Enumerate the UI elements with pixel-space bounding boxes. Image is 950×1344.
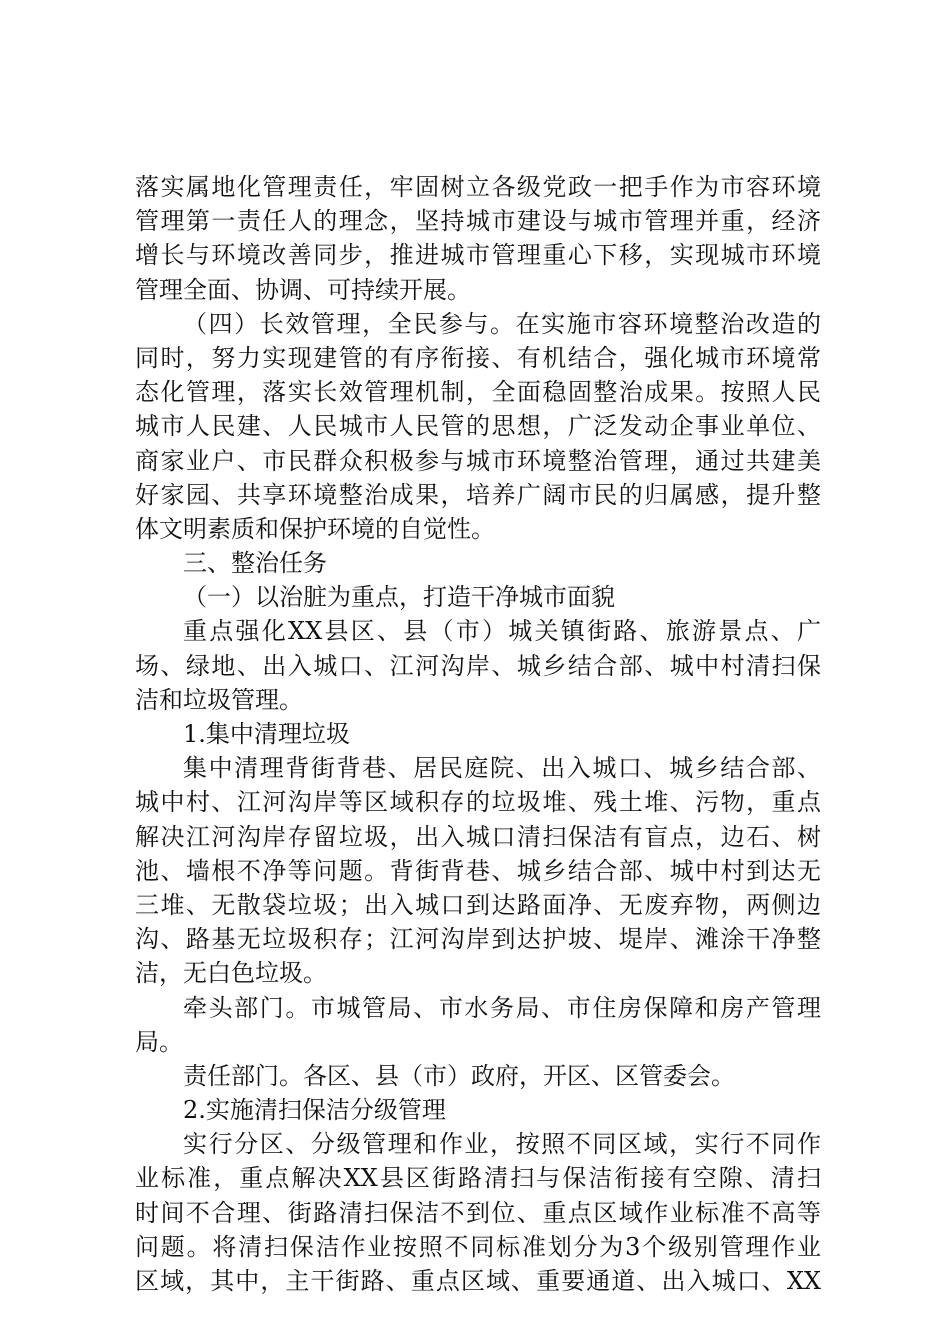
text-line: 好家园、共享环境整治成果，培养广阔市民的归属感，提升整 bbox=[135, 480, 821, 509]
text-line: 实行分区、分级管理和作业，按照不同区域，实行不同作 bbox=[183, 1130, 821, 1159]
text-line: 局。 bbox=[135, 1027, 183, 1056]
text-line: 时间不合理、街路清扫保洁不到位、重点区域作业标准不高等 bbox=[135, 1198, 821, 1227]
text-line: 三堆、无散袋垃圾；出入城口到达路面净、无废弃物，两侧边 bbox=[135, 890, 821, 919]
text-line: （四）长效管理，全民参与。在实施市容环境整治改造的 bbox=[183, 309, 821, 338]
text-line: 问题。将清扫保洁作业按照不同标准划分为3个级别管理作业 bbox=[135, 1232, 821, 1261]
text-line: 城中村、江河沟岸等区域积存的垃圾堆、残土堆、污物，重点 bbox=[135, 788, 821, 817]
text-line: 重点强化XX县区、县（市）城关镇街路、旅游景点、广 bbox=[183, 617, 821, 646]
text-line: 管理第一责任人的理念，坚持城市建设与城市管理并重，经济 bbox=[135, 207, 821, 236]
text-line: 态化管理，落实长效管理机制，全面稳固整治成果。按照人民 bbox=[135, 378, 821, 407]
text-line: 沟、路基无垃圾积存；江河沟岸到达护坡、堤岸、滩涂干净整 bbox=[135, 925, 821, 954]
text-line: 城市人民建、人民城市人民管的思想，广泛发动企事业单位、 bbox=[135, 412, 821, 441]
text-line: 同时，努力实现建管的有序衔接、有机结合，强化城市环境常 bbox=[135, 343, 821, 372]
text-line: 2.实施清扫保洁分级管理 bbox=[183, 1096, 446, 1125]
text-line: 洁，无白色垃圾。 bbox=[135, 959, 327, 988]
text-line: 增长与环境改善同步，推进城市管理重心下移，实现城市环境 bbox=[135, 241, 821, 270]
text-line: 体文明素质和保护环境的自觉性。 bbox=[135, 514, 495, 543]
text-line: 业标准，重点解决XX县区街路清扫与保洁衔接有空隙、清扫 bbox=[135, 1164, 821, 1193]
text-line: 1.集中清理垃圾 bbox=[183, 720, 350, 748]
text-line: （一）以治脏为重点，打造干净城市面貌 bbox=[183, 583, 615, 612]
text-line: 商家业户、市民群众积极参与城市环境整治管理，通过共建美 bbox=[135, 446, 821, 475]
text-line: 区域，其中，主干街路、重点区域、重要通道、出入城口、XX bbox=[135, 1267, 821, 1295]
text-line: 场、绿地、出入城口、江河沟岸、城乡结合部、城中村清扫保 bbox=[135, 651, 821, 680]
text-line: 池、墙根不净等问题。背街背巷、城乡结合部、城中村到达无 bbox=[135, 856, 821, 885]
text-line: 洁和垃圾管理。 bbox=[135, 685, 303, 714]
document-body bbox=[135, 170, 821, 1298]
text-line: 管理全面、协调、可持续开展。 bbox=[135, 275, 471, 304]
text-line: 解决江河沟岸存留垃圾，出入城口清扫保洁有盲点，边石、树 bbox=[135, 822, 821, 851]
text-line: 牵头部门。市城管局、市水务局、市住房保障和房产管理 bbox=[183, 993, 821, 1022]
text-line: 三、整治任务 bbox=[183, 549, 327, 578]
text-line: 落实属地化管理责任，牢固树立各级党政一把手作为市容环境 bbox=[135, 173, 821, 201]
text-line: 集中清理背街背巷、居民庭院、出入城口、城乡结合部、 bbox=[183, 754, 821, 783]
text-line: 责任部门。各区、县（市）政府，开区、区管委会。 bbox=[183, 1061, 735, 1090]
